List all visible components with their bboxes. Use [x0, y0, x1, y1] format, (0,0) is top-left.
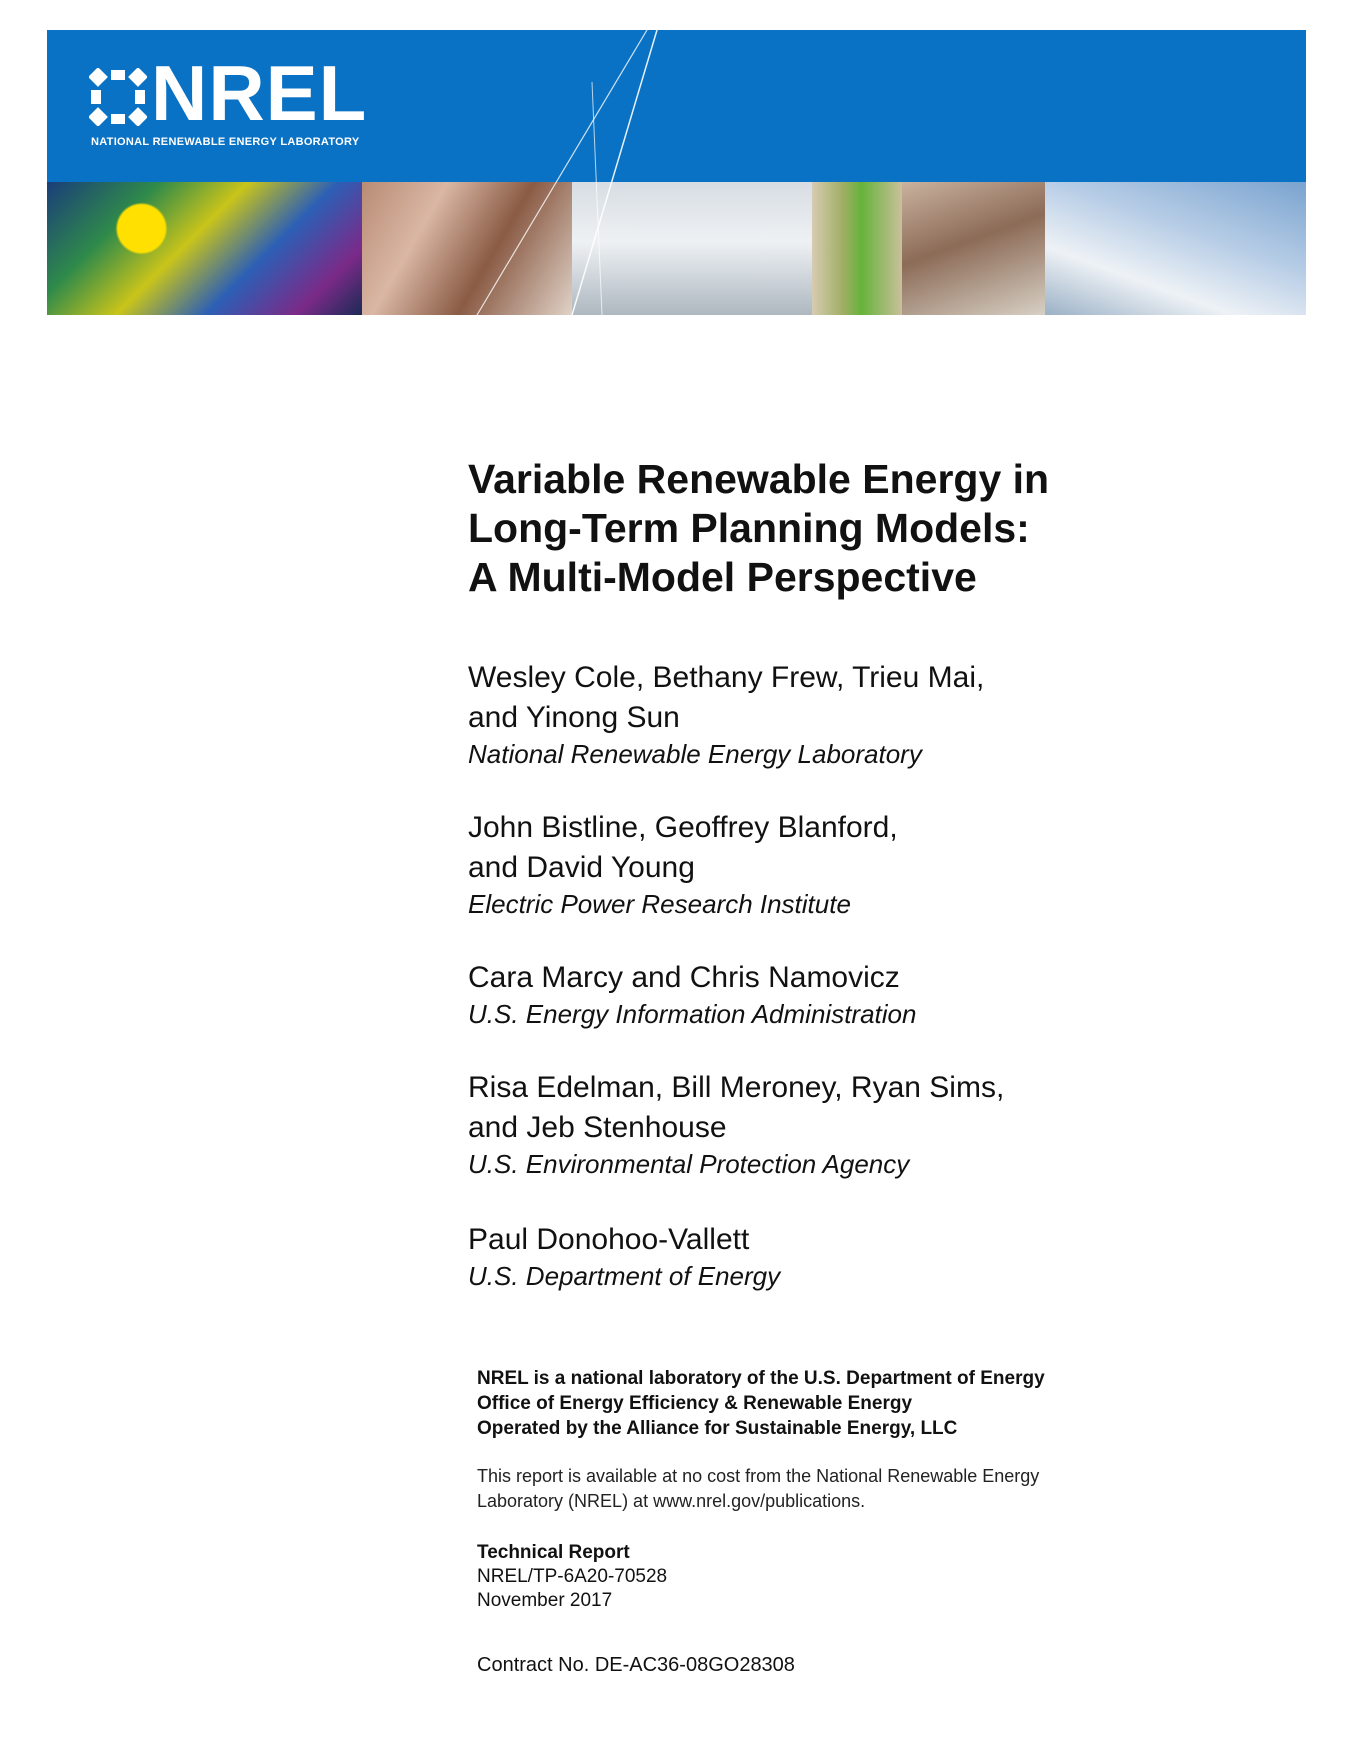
report-date: November 2017 [477, 1590, 613, 1611]
availability-line: Laboratory (NREL) at www.nrel.gov/publications. [477, 1491, 866, 1511]
title-line: Variable Renewable Energy in [468, 456, 1050, 502]
author-organization: U.S. Environmental Protection Agency [468, 1149, 910, 1179]
author-names-line: Risa Edelman, Bill Meroney, Ryan Sims, [468, 1071, 1005, 1104]
lab-note [477, 1366, 1045, 1441]
author-names-line: and David Young [468, 851, 695, 884]
author-organization: U.S. Department of Energy [468, 1261, 781, 1291]
contract-info [477, 1653, 795, 1677]
author-names-line: Wesley Cole, Bethany Frew, Trieu Mai, [468, 661, 985, 694]
logo-subtitle: NATIONAL RENEWABLE ENERGY LABORATORY [91, 136, 360, 148]
decorative-lines [47, 30, 1306, 315]
author-names-line: Cara Marcy and Chris Namovicz [468, 961, 900, 994]
report-info [477, 1541, 667, 1613]
author-group-nrel [468, 658, 984, 770]
report-number: NREL/TP-6A20-70528 [477, 1566, 668, 1587]
title-line: Long-Term Planning Models: [468, 505, 1030, 551]
author-names-line: and Yinong Sun [468, 701, 680, 734]
header-banner [47, 30, 1306, 315]
author-group-epa [468, 1068, 1004, 1180]
lab-note-line: Office of Energy Efficiency & Renewable Energy [477, 1393, 913, 1414]
author-group-eia [468, 958, 916, 1030]
availability-note [477, 1464, 1039, 1514]
report-title [468, 455, 1049, 602]
author-names-line: John Bistline, Geoffrey Blanford, [468, 811, 898, 844]
report-type: Technical Report [477, 1542, 630, 1563]
availability-line: This report is available at no cost from the National Renewable Energy [477, 1466, 1040, 1486]
author-organization: Electric Power Research Institute [468, 889, 851, 919]
logo-text: NREL [151, 49, 368, 137]
lab-note-line: Operated by the Alliance for Sustainable Energy, LLC [477, 1418, 958, 1439]
contract-number: Contract No. DE-AC36-08GO28308 [477, 1654, 795, 1676]
author-organization: National Renewable Energy Laboratory [468, 739, 922, 769]
lab-note-line: NREL is a national laboratory of the U.S. Department of Energy [477, 1368, 1045, 1389]
author-names-line: and Jeb Stenhouse [468, 1111, 727, 1144]
title-line: A Multi-Model Perspective [468, 554, 977, 600]
author-group-epri [468, 808, 898, 920]
author-group-doe [468, 1220, 780, 1292]
author-names-line: Paul Donohoo-Vallett [468, 1223, 750, 1256]
author-organization: U.S. Energy Information Administration [468, 999, 917, 1029]
